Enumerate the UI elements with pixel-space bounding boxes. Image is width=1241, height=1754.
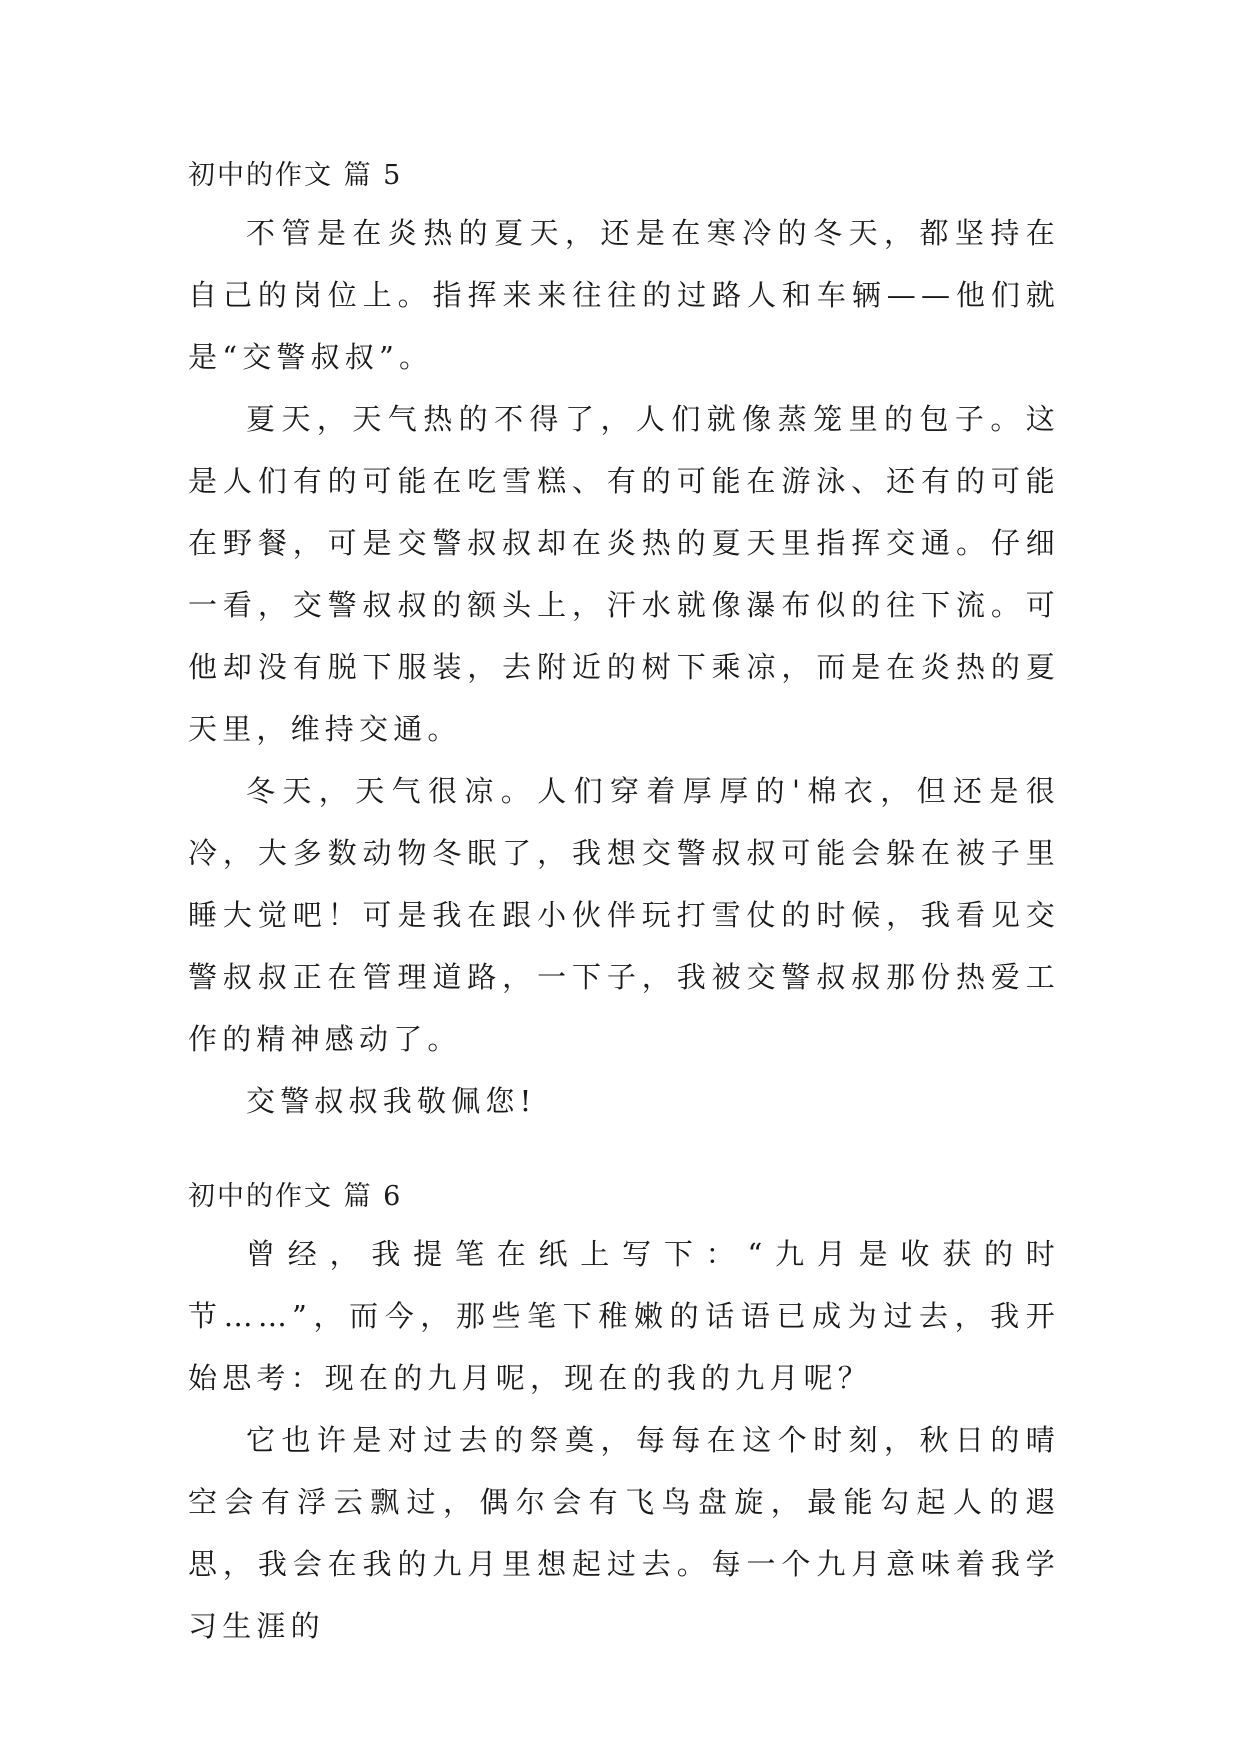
essay-section-5 (188, 158, 1060, 1132)
document-page (188, 158, 1060, 1657)
paragraph: 它也许是对过去的祭奠，每每在这个时刻，秋日的晴空会有浮云飘过，偶尔会有飞鸟盘旋，最能勾起人的遐思，我会在我的九月里想起过去。每一个九月意味着我学习生涯的 (188, 1423, 1060, 1643)
paragraph: 冬天，天气很凉。人们穿着厚厚的'棉衣，但还是很冷，大多数动物冬眠了，我想交警叔叔可能会躲在被子里睡大觉吧！可是我在跟小伙伴玩打雪仗的时候，我看见交警叔叔正在管理道路，一下子，我被交警叔叔那份热爱工作的精神感动了。 (188, 774, 1060, 1056)
section-title: 初中的作文 篇 6 (188, 1181, 403, 1212)
essay-section-6 (188, 1179, 1060, 1657)
paragraph: 交警叔叔我敬佩您! (246, 1084, 537, 1118)
paragraph: 不管是在炎热的夏天，还是在寒冷的冬天，都坚持在自己的岗位上。指挥来来往往的过路人和车辆——他们就是“交警叔叔”。 (188, 216, 1060, 374)
paragraph: 曾经，我提笔在纸上写下：“九月是收获的时节……”，而今，那些笔下稚嫩的话语已成为过去，我开始思考：现在的九月呢，现在的我的九月呢？ (188, 1237, 1060, 1395)
section-title: 初中的作文 篇 5 (188, 160, 403, 191)
paragraph: 夏天，天气热的不得了，人们就像蒸笼里的包子。这是人们有的可能在吃雪糕、有的可能在游泳、还有的可能在野餐，可是交警叔叔却在炎热的夏天里指挥交通。仔细一看，交警叔叔的额头上，汗水就像瀑布似的往下流。可他却没有脱下服装，去附近的树下乘凉，而是在炎热的夏天里，维持交通。 (188, 402, 1060, 746)
